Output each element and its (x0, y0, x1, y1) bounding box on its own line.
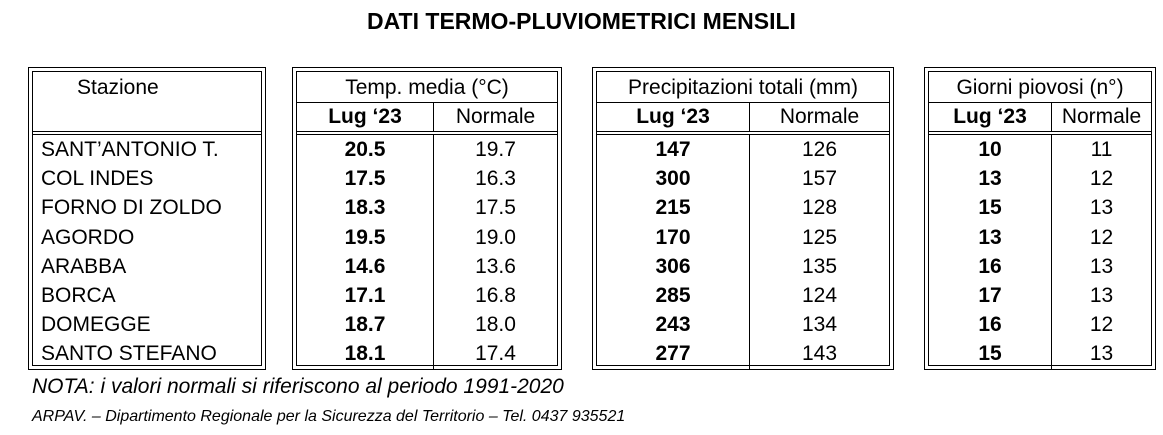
temperature-row (297, 223, 557, 252)
rain-days-normal-value: 12 (1089, 167, 1114, 191)
temperature-current-value: 18.7 (297, 310, 434, 339)
rain-days-normal-value: 12 (1089, 313, 1114, 337)
precipitation-current-value: 170 (597, 223, 750, 252)
station-name: FORNO DI ZOLDO (41, 196, 222, 220)
rain-days-body (929, 135, 1151, 369)
rain-days-normal-value: 13 (1089, 254, 1114, 278)
station-name: AGORDO (41, 225, 135, 249)
precipitation-row (597, 252, 889, 281)
temperature-row (297, 193, 557, 222)
temperature-normal-value: 17.5 (475, 196, 516, 220)
stations-header: Stazione (33, 72, 261, 135)
temperature-current-value: 19.5 (297, 223, 434, 252)
rain-days-current-value: 17 (929, 281, 1052, 310)
precipitation-current-value: 300 (597, 164, 750, 193)
rain-days-row (929, 252, 1151, 281)
precipitation-table-inner (596, 71, 890, 366)
precipitation-current-value: 306 (597, 252, 750, 281)
temperature-current-value: 20.5 (297, 135, 434, 164)
station-name: SANT’ANTONIO T. (41, 138, 219, 161)
temperature-col-normal: Normale (455, 105, 536, 128)
rain-days-current-value: 16 (929, 310, 1052, 339)
rain-days-normal-value: 12 (1089, 225, 1114, 249)
precipitation-row (597, 339, 889, 368)
rain-days-current-value: 13 (929, 164, 1052, 193)
rain-days-row (929, 193, 1151, 222)
precipitation-table (592, 67, 894, 370)
temperature-normal-value: 19.0 (475, 225, 516, 249)
rain-days-current-value: 13 (929, 223, 1052, 252)
temperature-current-value: 18.1 (297, 339, 434, 368)
rain-days-current-value: 16 (929, 252, 1052, 281)
precipitation-normal-value: 157 (801, 167, 838, 191)
rain-days-subheader (929, 103, 1151, 131)
precipitation-normal-value: 124 (801, 283, 838, 307)
temperature-normal-value: 19.7 (475, 138, 516, 161)
temperature-row (297, 281, 557, 310)
precipitation-header-title: Precipitazioni totali (mm) (597, 72, 889, 103)
precipitation-current-value: 215 (597, 193, 750, 222)
precipitation-current-value: 243 (597, 310, 750, 339)
rain-days-header-title: Giorni piovosi (n°) (929, 72, 1151, 103)
temperature-header-title: Temp. media (°C) (297, 72, 557, 103)
station-name: COL INDES (41, 167, 154, 191)
rain-days-current-value: 10 (929, 135, 1052, 164)
precipitation-col-current: Lug ‘23 (597, 103, 750, 131)
station-name: DOMEGGE (41, 313, 151, 337)
rain-days-row (929, 164, 1151, 193)
precipitation-body (597, 135, 889, 369)
temperature-normal-value: 16.8 (475, 283, 516, 307)
rain-days-row (929, 310, 1151, 339)
temperature-normal-value: 18.0 (475, 313, 516, 337)
page-title: DATI TERMO-PLUVIOMETRICI MENSILI (367, 8, 796, 34)
temperature-normal-value: 17.4 (475, 342, 516, 366)
temperature-normal-value: 16.3 (475, 167, 516, 191)
stations-body (33, 135, 261, 369)
temperature-row (297, 164, 557, 193)
temperature-row (297, 310, 557, 339)
rain-days-table-inner (928, 71, 1152, 366)
precipitation-row (597, 223, 889, 252)
rain-days-current-value: 15 (929, 339, 1052, 368)
rain-days-normal-value: 13 (1089, 342, 1114, 366)
station-name: BORCA (41, 283, 116, 307)
note-text: NOTA: i valori normali si riferiscono al periodo 1991-2020 (32, 375, 564, 398)
temperature-col-current: Lug ‘23 (297, 103, 434, 131)
rain-days-table (924, 67, 1156, 370)
temperature-table-inner (296, 71, 558, 366)
precipitation-normal-value: 135 (801, 254, 838, 278)
precipitation-normal-value: 134 (801, 313, 838, 337)
temperature-current-value: 17.1 (297, 281, 434, 310)
temperature-table (292, 67, 562, 370)
precipitation-normal-value: 143 (801, 342, 838, 366)
rain-days-header (929, 72, 1151, 135)
temperature-normal-value: 13.6 (475, 254, 516, 278)
rain-days-row (929, 281, 1151, 310)
stations-table (28, 67, 266, 370)
precipitation-row (597, 193, 889, 222)
temperature-current-value: 14.6 (297, 252, 434, 281)
precipitation-col-normal: Normale (779, 105, 860, 128)
rain-days-normal-value: 13 (1089, 283, 1114, 307)
station-name: SANTO STEFANO (41, 342, 217, 366)
rain-days-normal-value: 13 (1089, 196, 1114, 220)
precipitation-current-value: 285 (597, 281, 750, 310)
precipitation-row (597, 310, 889, 339)
temperature-current-value: 17.5 (297, 164, 434, 193)
precipitation-normal-value: 128 (801, 196, 838, 220)
temperature-header (297, 72, 557, 135)
precipitation-row (597, 164, 889, 193)
temperature-subheader (297, 103, 557, 131)
rain-days-row (929, 135, 1151, 164)
precipitation-header (597, 72, 889, 135)
station-name: ARABBA (41, 254, 127, 278)
precipitation-row (597, 281, 889, 310)
precipitation-current-value: 277 (597, 339, 750, 368)
precipitation-normal-value: 126 (801, 138, 838, 161)
temperature-row (297, 339, 557, 368)
precipitation-row (597, 135, 889, 164)
rain-days-row (929, 339, 1151, 368)
temperature-row (297, 135, 557, 164)
precipitation-normal-value: 125 (801, 225, 838, 249)
footer-text: ARPAV. – Dipartimento Regionale per la Sicurezza del Territorio – Tel. 0437 935521 (32, 408, 626, 425)
stations-table-inner (32, 71, 262, 366)
precipitation-current-value: 147 (597, 135, 750, 164)
temperature-body (297, 135, 557, 369)
temperature-current-value: 18.3 (297, 193, 434, 222)
rain-days-col-normal: Normale (1061, 105, 1142, 128)
rain-days-col-current: Lug ‘23 (929, 103, 1052, 131)
rain-days-current-value: 15 (929, 193, 1052, 222)
precipitation-subheader (597, 103, 889, 131)
temperature-row (297, 252, 557, 281)
rain-days-row (929, 223, 1151, 252)
rain-days-normal-value: 11 (1090, 138, 1113, 161)
